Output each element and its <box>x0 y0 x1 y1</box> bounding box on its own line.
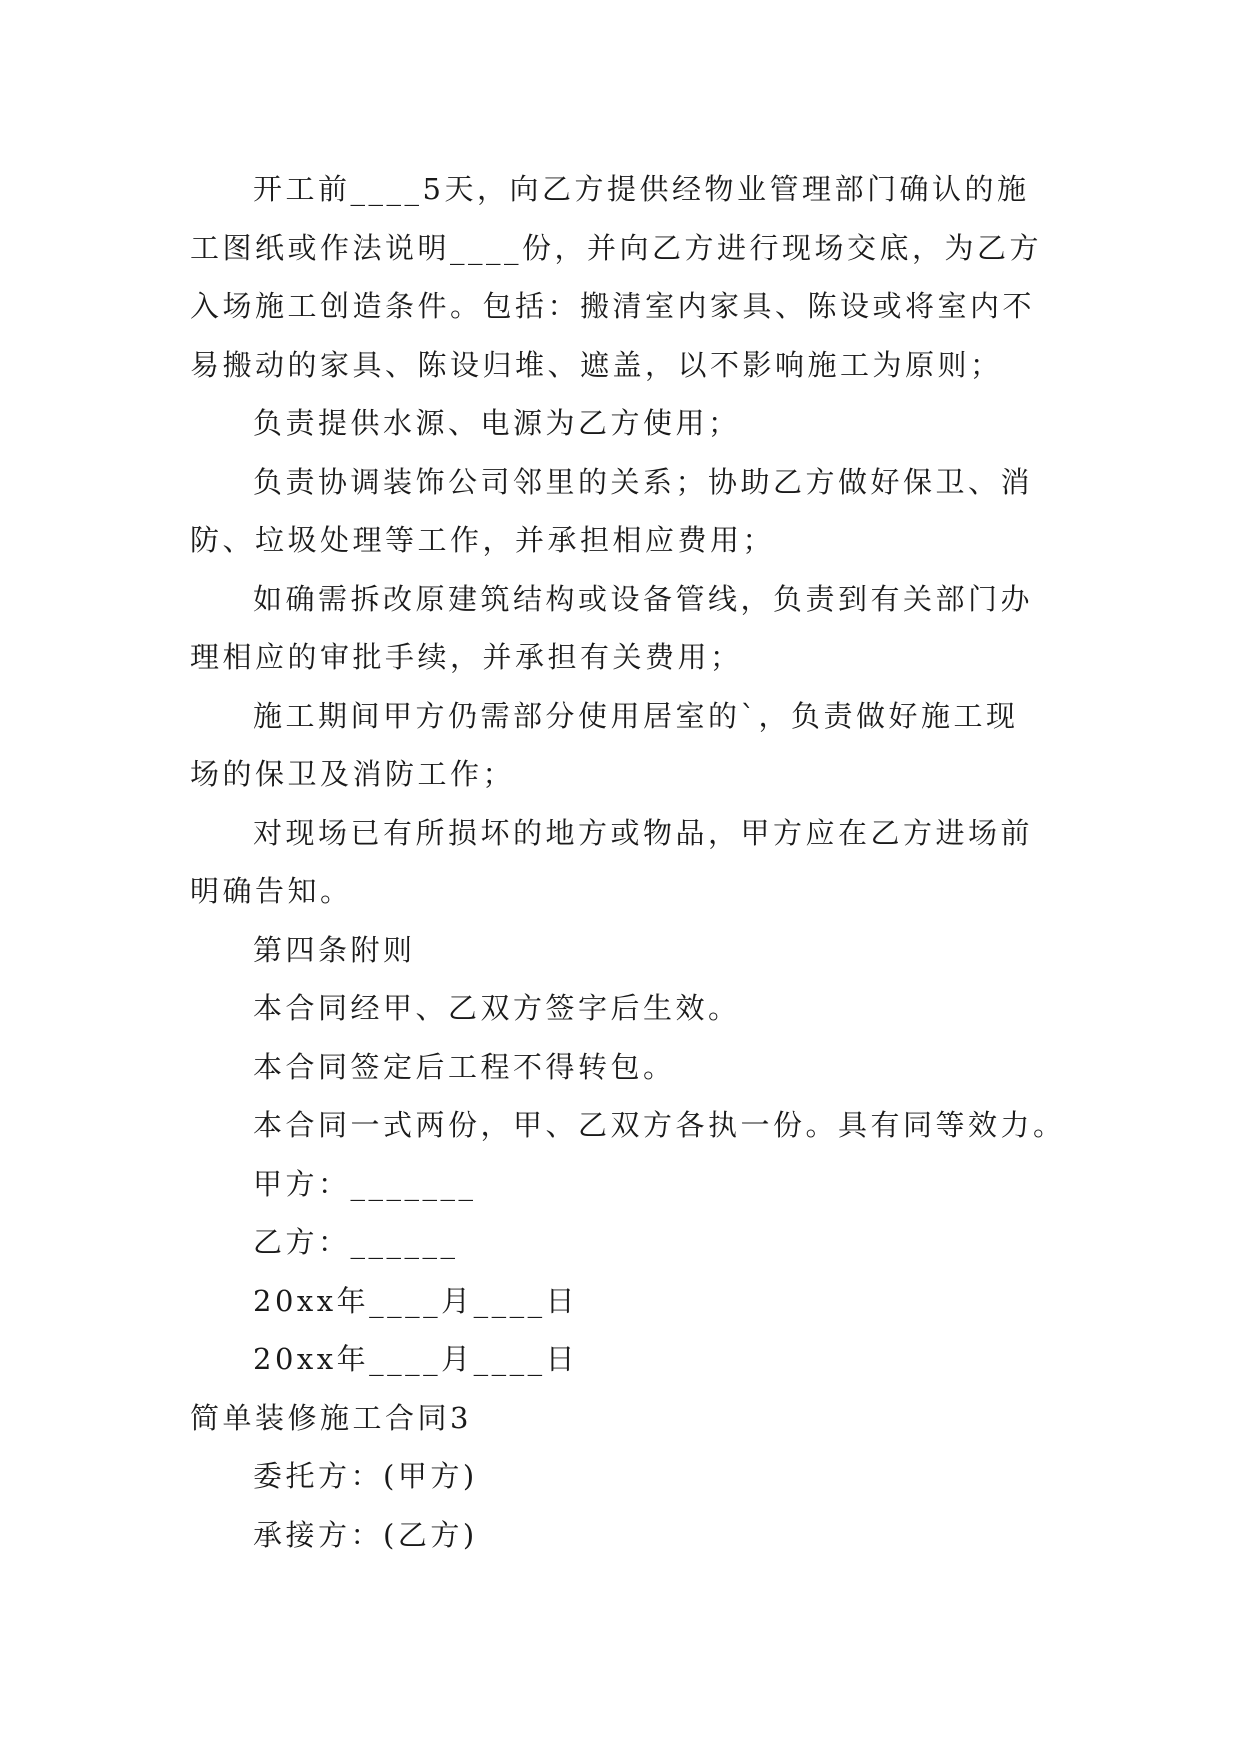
paragraph-line: 场的保卫及消防工作； <box>190 757 516 791</box>
paragraph-line: 入场施工创造条件。包括：搬清室内家具、陈设或将室内不 <box>190 289 1036 323</box>
paragraph-line: 易搬动的家具、陈设归堆、遮盖，以不影响施工为原则； <box>190 347 1003 382</box>
paragraph-line: 如确需拆改原建筑结构或设备管线，负责到有关部门办 <box>253 581 1034 616</box>
paragraph-line: 本合同签定后工程不得转包。 <box>253 1049 676 1084</box>
document-title: 简单装修施工合同3 <box>190 1400 472 1435</box>
date-line: 20xx年____月____日 <box>253 1283 579 1318</box>
paragraph-line: 本合同经甲、乙双方签字后生效。 <box>253 991 741 1025</box>
contract-text <box>190 160 1066 1564</box>
paragraph-line: 明确告知。 <box>190 874 353 908</box>
contractor-party-line: 承接方：(乙方) <box>253 1517 478 1552</box>
paragraph-line: 理相应的审批手续，并承担有关费用； <box>190 640 743 674</box>
party-a-signature-line: 甲方：_______ <box>253 1166 477 1201</box>
paragraph-line: 负责协调装饰公司邻里的关系；协助乙方做好保卫、消 <box>253 464 1034 499</box>
paragraph-line: 开工前____5天，向乙方提供经物业管理部门确认的施 <box>253 172 1030 206</box>
paragraph-line: 负责提供水源、电源为乙方使用； <box>253 406 741 440</box>
client-party-line: 委托方：(甲方) <box>253 1459 478 1493</box>
paragraph-line: 施工期间甲方仍需部分使用居室的`，负责做好施工现 <box>253 698 1019 733</box>
section-heading: 第四条附则 <box>253 932 416 967</box>
paragraph-line: 对现场已有所损坏的地方或物品，甲方应在乙方进场前 <box>253 815 1034 850</box>
paragraph-line: 工图纸或作法说明____份，并向乙方进行现场交底，为乙方 <box>190 230 1043 265</box>
party-b-signature-line: 乙方：______ <box>253 1225 459 1259</box>
paragraph-line: 防、垃圾处理等工作，并承担相应费用； <box>190 523 776 557</box>
date-line: 20xx年____月____日 <box>253 1342 579 1376</box>
paragraph-line: 本合同一式两份，甲、乙双方各执一份。具有同等效力。 <box>253 1108 1066 1142</box>
